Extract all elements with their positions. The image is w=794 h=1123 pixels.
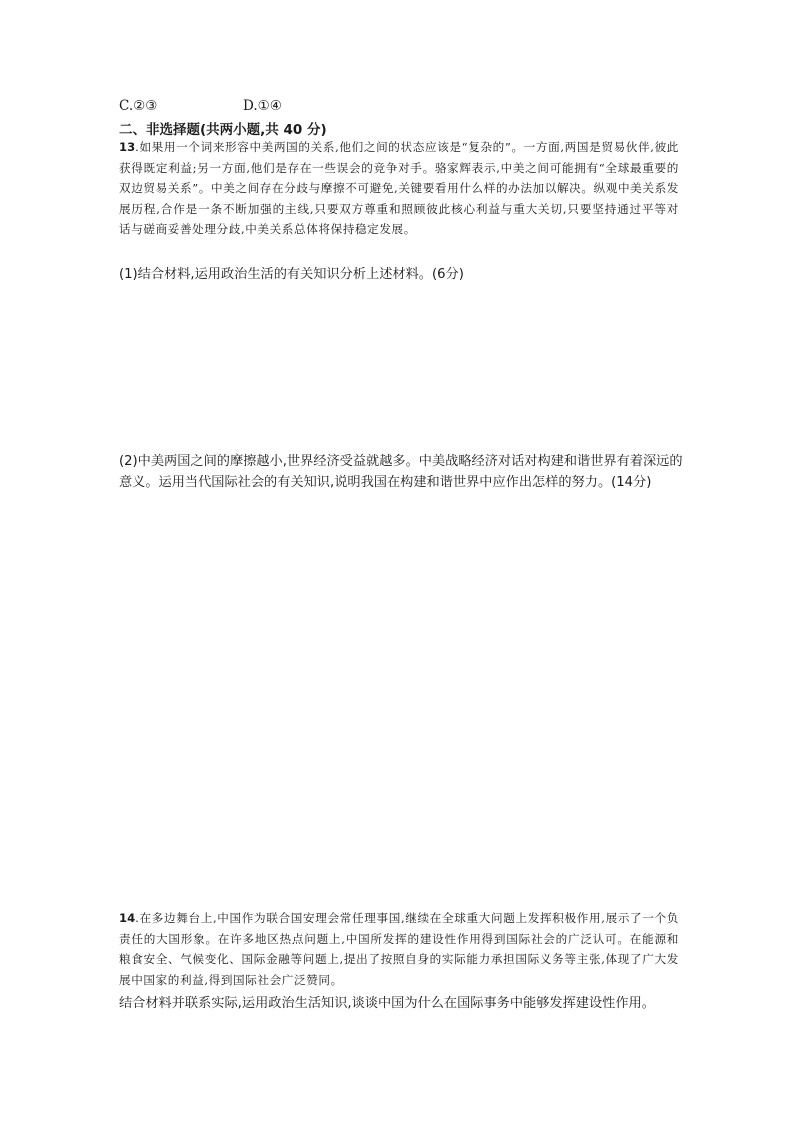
question-14-text: .在多边舞台上,中国作为联合国安理会常任理事国,继续在全球重大问题上发挥积极作用,展示了一个负责任的大国形象。在许多地区热点问题上,中国所发挥的建设性作用得到国际社会的广泛认可。在能源和粮食安全、气候变化、国际金融等问题上,提出了按照自身的实际能力承担国际义务等主张,体现了广大发展中国家的利益,得到国际社会广泛赞同。 [119,911,679,987]
question-13-text: .如果用一个词来形容中美两国的关系,他们之间的状态应该是“复杂的”。一方面,两国是贸易伙伴,彼此获得既定利益;另一方面,他们是存在一些误会的竞争对手。骆家辉表示,中美之间可能拥有“全球最重要的双边贸易关系”。中美之间存在分歧与摩擦不可避免,关键要看用什么样的办法加以解决。纵观中美关系发展历程,合作是一条不断加强的主线,只要双方尊重和照顾彼此核心利益与重大关切,只要坚持通过平等对话与磋商妥善处理分歧,中美关系总体将保持稳定发展。 [119,140,679,236]
question-13-number: 13 [119,140,136,154]
question-14-material [119,908,679,990]
question-14-prompt: 结合材料并联系实际,运用政治生活知识,谈谈中国为什么在国际事务中能够发挥建设性作用。 [119,996,655,1011]
option-d: D.①④ [243,98,282,114]
question-14-number: 14 [119,911,136,925]
section-title: 二、非选择题(共两小题,共 40 分) [119,122,327,138]
question-13-sub1: (1)结合材料,运用政治生活的有关知识分析上述材料。(6分) [119,267,464,282]
options-row [119,98,282,114]
question-13-sub2: (2)中美两国之间的摩擦越小,世界经济受益就越多。中美战略经济对话对构建和谐世界有着深远的意义。运用当代国际社会的有关知识,说明我国在构建和谐世界中应作出怎样的努力。(14分) [119,454,683,490]
option-c: C.②③ [119,98,158,114]
question-13-material [119,137,679,240]
section-heading [119,118,327,138]
